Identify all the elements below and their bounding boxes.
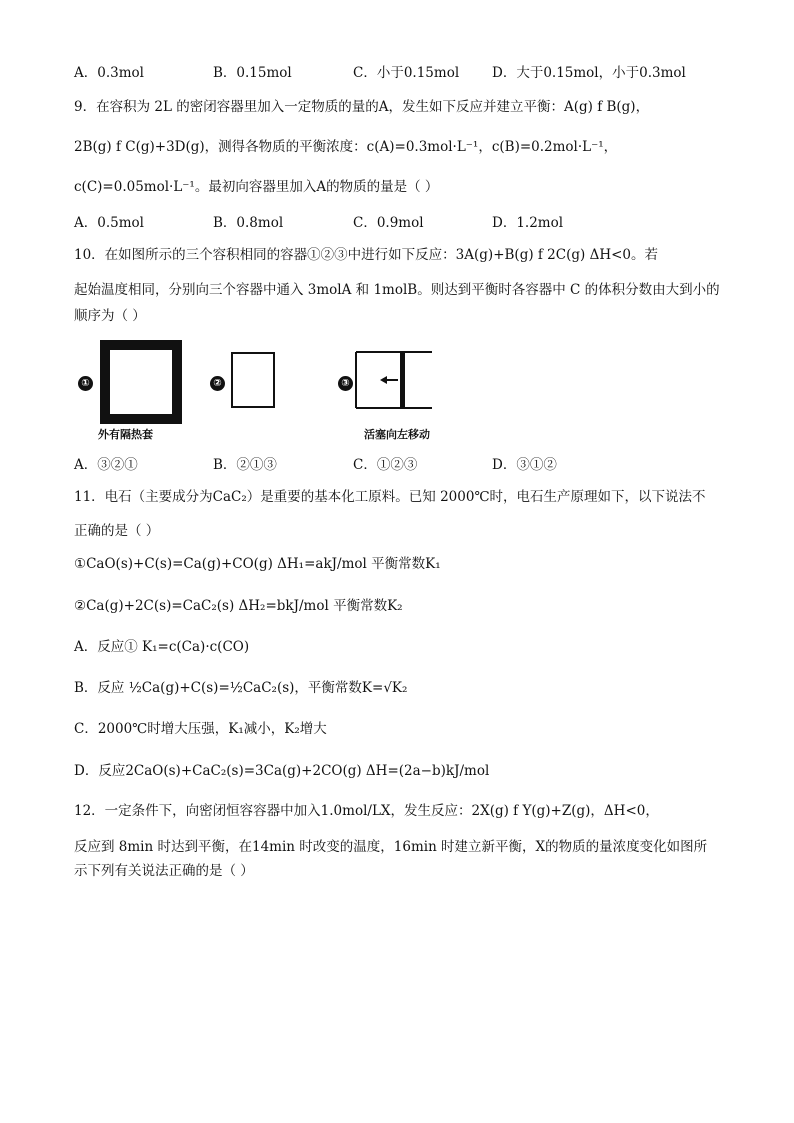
q9-option-b[interactable]: B．0.8mol [213,215,284,231]
q10-stem-line-1: 10．在如图所示的三个容积相同的容器①②③中进行如下反应：3A(g)+B(g) f 2C(g) ΔH<0。若 [74,247,658,263]
q11-stem-line-2: 正确的是（ ） [74,523,160,539]
q8-option-b[interactable]: B．0.15mol [213,65,292,81]
q10-option-a[interactable]: A．③②① [74,457,138,473]
q8-option-d[interactable]: D．大于0.15mol，小于0.3mol [492,65,686,81]
q10-option-b[interactable]: B．②①③ [213,457,277,473]
insulated-container [100,340,182,424]
q12-stem-line-3: 示下列有关说法正确的是（ ） [74,863,254,879]
q9-stem-line-1: 9．在容积为 2L 的密闭容器里加入一定物质的量的A，发生如下反应并建立平衡：A(g) f B(g)， [74,99,650,115]
container-figure [74,336,454,444]
q9-option-a[interactable]: A．0.5mol [74,215,144,231]
q10-option-c[interactable]: C．①②③ [353,457,418,473]
q12-stem-line-1: 12．一定条件下，向密闭恒容容器中加入1.0mol/LX，发生反应：2X(g) f Y(g)+Z(g)，ΔH<0， [74,803,659,819]
q8-option-c[interactable]: C．小于0.15mol [353,65,460,81]
q11-option-b[interactable]: B．反应 ½Ca(g)+C(s)=½CaC₂(s)，平衡常数K=√K₂ [74,680,408,696]
q10-stem-line-2: 起始温度相同，分别向三个容器中通入 3molA 和 1molB。则达到平衡时各容器中 C 的体积分数由大到小的 [74,282,720,298]
container-3-label: ③ [338,376,353,391]
q10-option-d[interactable]: D．③①② [492,457,557,473]
q11-stem-line-1: 11．电石（主要成分为CaC₂）是重要的基本化工原料。已知 2000℃时，电石生产原理如下，以下说法不 [74,489,706,505]
q8-option-a[interactable]: A．0.3mol [74,65,144,81]
q11-option-d[interactable]: D．反应2CaO(s)+CaC₂(s)=3Ca(g)+2CO(g) ΔH=(2a−b)kJ/mol [74,763,490,779]
q12-stem-line-2: 反应到 8min 时达到平衡，在14min 时改变的温度，16min 时建立新平衡，X的物质的量浓度变化如图所 [74,839,708,855]
q9-option-d[interactable]: D．1.2mol [492,215,564,231]
q11-option-a[interactable]: A．反应① K₁=c(Ca)·c(CO) [74,639,250,655]
q11-reaction-2: ②Ca(g)+2C(s)=CaC₂(s) ΔH₂=bkJ/mol 平衡常数K₂ [74,598,403,614]
q11-option-c[interactable]: C．2000℃时增大压强，K₁减小，K₂增大 [74,721,327,737]
piston-container-icon [354,348,454,412]
q9-stem-line-2: 2B(g) f C(g)+3D(g)，测得各物质的平衡浓度：c(A)=0.3mol·L⁻¹，c(B)=0.2mol·L⁻¹， [74,139,618,155]
q11-reaction-1: ①CaO(s)+C(s)=Ca(g)+CO(g) ΔH₁=akJ/mol 平衡常数K₁ [74,556,441,572]
container-1-label: ① [78,376,93,391]
container-2-label: ② [210,376,225,391]
plain-container [231,352,275,408]
q9-option-c[interactable]: C．0.9mol [353,215,424,231]
q10-stem-line-3: 顺序为（ ） [74,308,146,324]
q9-stem-line-3: c(C)=0.05mol·L⁻¹。最初向容器里加入A的物质的量是（ ） [74,179,439,195]
caption-insulated: 外有隔热套 [98,428,153,441]
caption-piston: 活塞向左移动 [364,428,430,441]
